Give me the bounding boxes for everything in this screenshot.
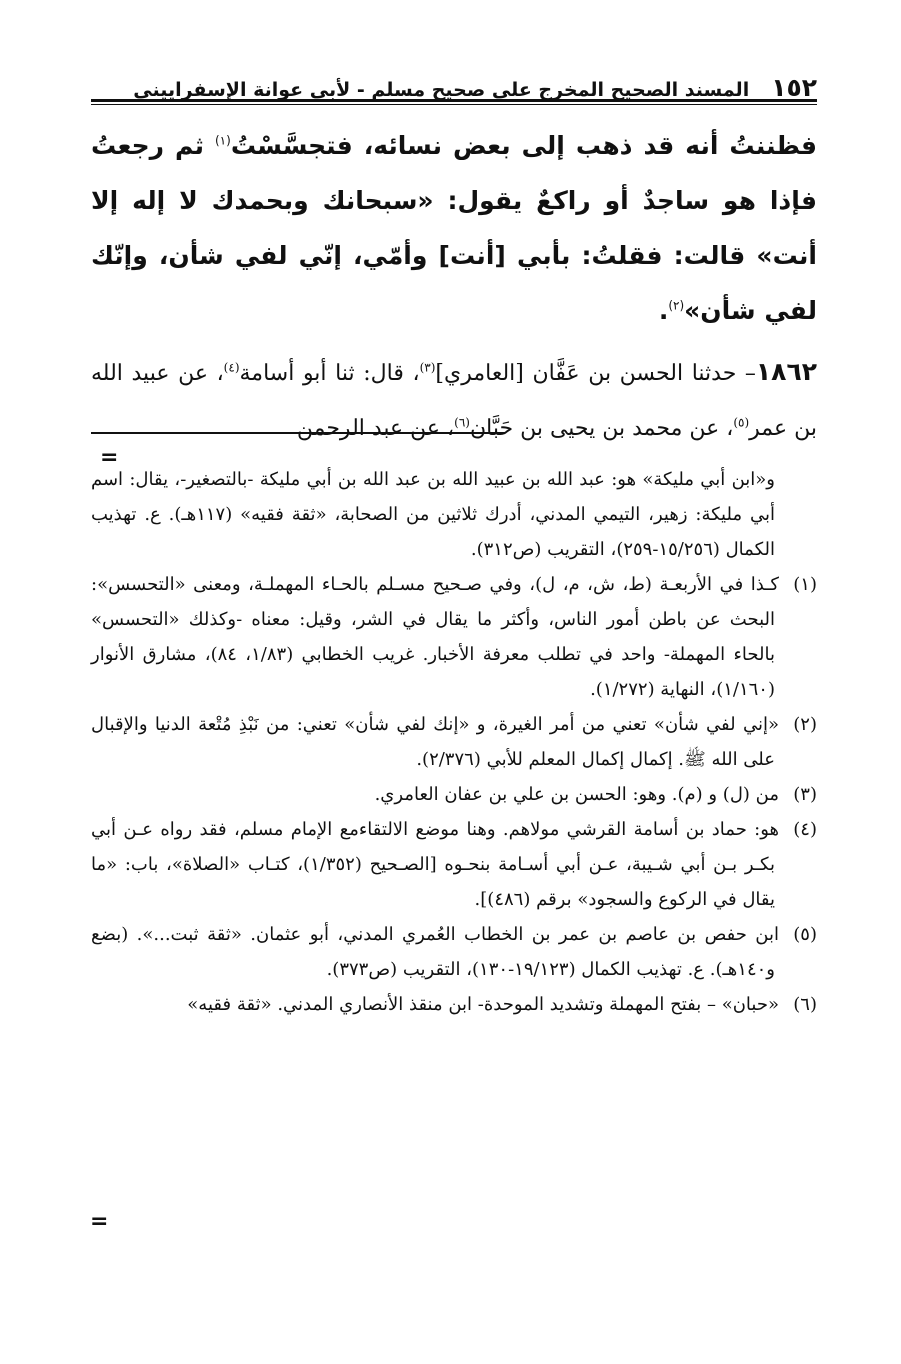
footnote-ref[interactable]: (٢)	[668, 298, 685, 313]
footnote-number: (٥)	[793, 924, 817, 945]
hadith-number: ١٨٦٢	[755, 357, 817, 386]
footnote-separator	[91, 432, 505, 434]
footnote-number: (٦)	[793, 994, 817, 1015]
footnote-ref[interactable]: (١)	[214, 133, 231, 148]
footnote-text: ابن حفص بن عاصم بن عمر بن الخطاب العُمري المدني، أبو عثمان. «ثقة ثبت...». (بضع و١٤٠هـ). ع. تهذيب الكمال (١٩/١٢٣-١٣٠)، التقريب (ص٣٧٣).	[91, 924, 779, 980]
header-rule	[91, 99, 817, 105]
continuation-mark-bottom: =	[90, 1209, 109, 1234]
hadith-isnad	[91, 344, 817, 456]
footnote-text: «إني لفي شأن» تعني من أمر الغيرة، و «إنك لفي شأن» تعني: من نَبْذِ مُتْعة الدنيا والإقبال على الله ﷺ. إكمال إكمال المعلم للأبي (٢/٣٧٦).	[91, 714, 779, 770]
running-title: المسند الصحيح المخرج على صحيح مسلم - لأبي عوانة الإسفراييني	[133, 79, 750, 101]
footnote-number: (١)	[793, 574, 817, 595]
footnote-4	[91, 812, 817, 917]
footnote-ref[interactable]: (٤)	[223, 360, 240, 375]
text-run: .	[658, 296, 669, 325]
footnote-ref[interactable]: (٣)	[419, 360, 436, 375]
text-run: ، قال: ثنا أبو أسامة	[239, 361, 420, 386]
footnote-3	[91, 777, 817, 812]
footnote-text: كـذا في الأربعـة (ط، ش، م، ل)، وفي صـحيح مسـلم بالحـاء المهملـة، ومعنى «التحسس»: البحث عن باطن أمور الناس، وأكثر ما يقال في الشر، وقيل: معناه -وكذلك «التحسس» بالحاء المهملة- واحد في تطلب معرفة الأخبار. غريب الخطابي (١/٨٣، ٨٤)، مشارق الأنوار (١/١٦٠)، النهاية (١/٢٧٢).	[91, 574, 779, 700]
main-text	[91, 118, 817, 456]
footnote-1	[91, 567, 817, 707]
footnote-text: من (ل) و (م). وهو: الحسن بن علي بن عفان العامري.	[374, 784, 779, 805]
footnote-2	[91, 707, 817, 777]
text-run: ، عن محمد بن يحيى بن حَبَّان	[469, 416, 734, 441]
continuation-mark-top: =	[100, 445, 119, 470]
footnote-number: (٢)	[793, 714, 817, 735]
footnote-ref[interactable]: (٥)	[733, 415, 750, 430]
footnote-6	[91, 987, 817, 1022]
text-run: ، عن عبد الرحمن	[296, 416, 455, 441]
footnote-number: (٣)	[793, 784, 817, 805]
text-run: – حدثنا الحسن بن عَفَّان [العامري]	[435, 361, 756, 386]
page-number: ١٥٢	[771, 73, 817, 102]
footnote-5	[91, 917, 817, 987]
footnote-ref[interactable]: (٦)	[454, 415, 470, 430]
text-run: ثم رجعتُ فإذا هو ساجدٌ أو راكعٌ يقول: «سبحانك وبحمدك لا إله إلا أنت» قالت: فقلتُ: بأبي [أنت] وأمّي، إنّي لفي شأن، وإنّك لفي شأن»	[91, 131, 817, 325]
text-run: فظننتُ أنه قد ذهب إلى بعض نسائه، فتجسَّسْتُ	[230, 131, 817, 160]
page-header	[91, 60, 817, 100]
footnote-text: هو: حماد بن أسامة القرشي مولاهم. وهنا موضع الالتقاءمع الإمام مسلم، فقد رواه عـن أبي بكـر بـن أبي شـيبة، عـن أبي أسـامة بنحـوه [الصـحيح (١/٣٥٢)، كتـاب «الصلاة»، باب: «ما يقال في الركوع والسجود» برقم (٤٨٦)].	[91, 819, 779, 910]
text-run: ، عن عبيد الله بن عمر	[91, 361, 817, 441]
footnotes	[91, 462, 817, 1022]
footnote-text: «حبان» – بفتح المهملة وتشديد الموحدة- ابن منقذ الأنصاري المدني. «ثقة فقيه»	[187, 994, 779, 1015]
footnote-continuation: و«ابن أبي مليكة» هو: عبد الله بن عبيد الله بن عبد الله بن أبي مليكة -بالتصغير-، يقال: اسم أبي مليكة: زهير، التيمي المدني، أدرك ثلاثين من الصحابة، «ثقة فقيه» (١١٧هـ). ع. تهذيب الكمال (١٥/٢٥٦-٢٥٩)، التقريب (ص٣١٢).	[91, 469, 775, 560]
footnote-number: (٤)	[793, 819, 817, 840]
hadith-text-bold	[91, 118, 817, 338]
